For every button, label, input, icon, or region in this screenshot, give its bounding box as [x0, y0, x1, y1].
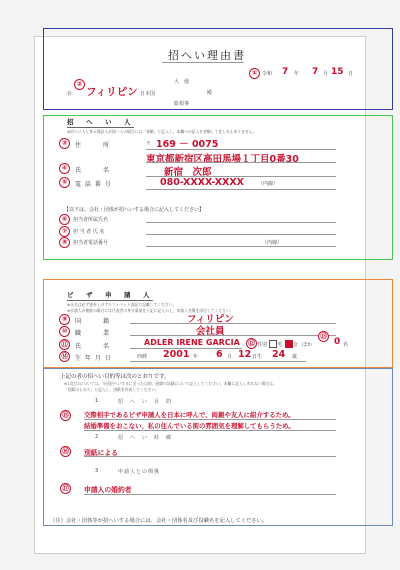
footer-note: （注）会社・団体等が招へいする場合には、会社・団体名及び役職名を記入してください。 — [50, 518, 268, 524]
marker-6: ⑥ — [59, 214, 70, 225]
marker-15: ⑮ — [60, 410, 71, 421]
marker-11: ⑪ — [59, 339, 70, 350]
purpose-note-2: 「別紙のとおり」と記入し、別紙を作成してください。 — [64, 387, 159, 392]
inviter-phone-ext: （内線） — [258, 181, 279, 187]
applicant-name: ADLER IRENE GARCIA — [144, 338, 240, 347]
marker-5: ⑤ — [59, 177, 70, 188]
applicant-nationality: フィリピン — [187, 314, 234, 325]
marker-8: ⑧ — [59, 237, 70, 248]
marker-14: ⑭ — [59, 351, 70, 362]
occupation-label: 職 業 — [75, 330, 111, 337]
dob-year-unit: 年 — [193, 354, 199, 360]
male-label: 男 — [277, 342, 283, 348]
others-count: 0 — [334, 337, 341, 347]
addressee-taishi: 大 使 — [174, 79, 190, 85]
applicant-note-2: ※申請人が複数の場合には代表者の身分事項を下記に記入の上、申請人名簿を添付してください。 — [67, 308, 234, 313]
dob-label: 生 年 月 日 — [75, 355, 112, 362]
dob-era: 西暦 — [137, 354, 148, 360]
nationality-label: 国 籍 — [75, 318, 111, 325]
item1-text-2: 結婚準備をおこない、私の住んでいる街の雰囲気を理解してもらうため。 — [84, 422, 295, 430]
marker-1: ① — [249, 68, 260, 79]
item1-label: 招 へ い 目 的 — [118, 399, 173, 405]
date-year-unit: 年 — [294, 71, 300, 77]
inviter-address-label: 住 所 — [75, 142, 111, 149]
dob-month-unit: 月 — [227, 354, 233, 360]
marker-3: ③ — [59, 138, 70, 149]
marker-7: ⑦ — [59, 226, 70, 237]
contact-phone-ext: （内線） — [262, 240, 283, 246]
female-checkbox[interactable] — [285, 340, 293, 348]
others-label: ほか — [302, 342, 313, 348]
item3-text: 申請人の婚約者 — [84, 486, 132, 494]
item3-label: 申請人との関係 — [118, 469, 161, 475]
others-unit: 名 — [343, 342, 349, 348]
purpose-intro: 上記の者の招へい目的等は次のとおりです。 — [60, 374, 170, 380]
dob-day: 12 — [238, 349, 252, 360]
org-name-label: 担当者所属氏名 — [73, 217, 109, 223]
purpose-note-1: ※1及び2については、今回招へいするに至った目的、経緯の詳細について記入してください。本欄に記入しきれない場合は、 — [64, 381, 277, 386]
item3-number: 3 — [95, 468, 99, 474]
org-note: 【以下は、会社・団体が招へいする場合に記入してください】 — [64, 207, 205, 213]
marker-13: ⑬ — [318, 331, 329, 342]
document-title: 招へい理由書 — [168, 49, 246, 62]
date-day: 15 — [331, 67, 344, 77]
dob-month: 6 — [216, 349, 223, 360]
female-label: 女 — [293, 342, 299, 348]
sex-label: 性別 — [257, 342, 268, 348]
inviter-name-label: 氏 名 — [75, 167, 111, 174]
item1-number: 1 — [95, 398, 99, 404]
postal-mark: 〒 — [146, 141, 152, 147]
marker-10: ⑩ — [59, 326, 70, 337]
date-month-unit: 月 — [323, 71, 329, 77]
male-checkbox[interactable] — [269, 340, 277, 348]
dob-year: 2001 — [163, 349, 190, 360]
applicant-note-1: ※氏名は必ず旅券上のアルファベット表記で記載してください。 — [67, 302, 177, 307]
applicant-section-header: ビ ザ 申 請 人 — [67, 291, 153, 299]
item2-label: 招 へ い 経 緯 — [118, 435, 173, 441]
inviter-name: 新宿 次郎 — [164, 167, 212, 178]
date-month: 7 — [312, 67, 319, 77]
item1-text-1: 交際相手であるビザ申請人を日本に呼んで、両親や友人に紹介するため。 — [84, 411, 295, 419]
addressee-dono: 殿 — [207, 90, 213, 96]
inviter-phone-label: 電 話 番 号 — [75, 181, 112, 188]
inviter-section-header: 招 へ い 人 — [67, 118, 134, 126]
addressee-ryoji: 総領事 — [174, 101, 190, 107]
date-era: 令和 — [262, 71, 273, 77]
dob-day-unit: 日生 — [252, 354, 263, 360]
applicant-occupation: 会社員 — [196, 326, 225, 337]
inviter-address: 東京都新宿区高田馬場１丁目0番30 — [146, 154, 299, 165]
date-day-unit: 日 — [348, 71, 354, 77]
applicant-age: 24 — [272, 349, 286, 360]
contact-phone-label: 担当者電話番号 — [73, 240, 109, 246]
date-year: 7 — [282, 67, 289, 77]
marker-4: ④ — [59, 163, 70, 174]
contact-name-label: 担 当 者 氏 名 — [73, 229, 105, 235]
addressee-country: フィリピン — [86, 86, 138, 98]
marker-12: ⑫ — [246, 338, 257, 349]
marker-17: ⑰ — [60, 483, 71, 494]
addressee-country-suffix: 日本国 — [140, 91, 156, 97]
applicant-name-label: 氏 名 — [75, 343, 111, 350]
inviter-postal-code: 169 － 0075 — [156, 139, 219, 150]
marker-9: ⑨ — [59, 314, 70, 325]
item2-number: 2 — [95, 434, 99, 440]
inviter-note: ※招へい人と身元保証人が同一人の場合には「省略」と記入し、本欄への記入を省略して差し支えありません。 — [67, 129, 257, 134]
item2-text: 別紙による — [84, 449, 118, 457]
addressee-prefix: 在 — [67, 91, 73, 97]
age-unit: 歳 — [292, 354, 298, 360]
inviter-phone: 080-XXXX-XXXX — [160, 177, 244, 188]
marker-16: ⑯ — [60, 446, 71, 457]
marker-2: ② — [74, 79, 85, 90]
